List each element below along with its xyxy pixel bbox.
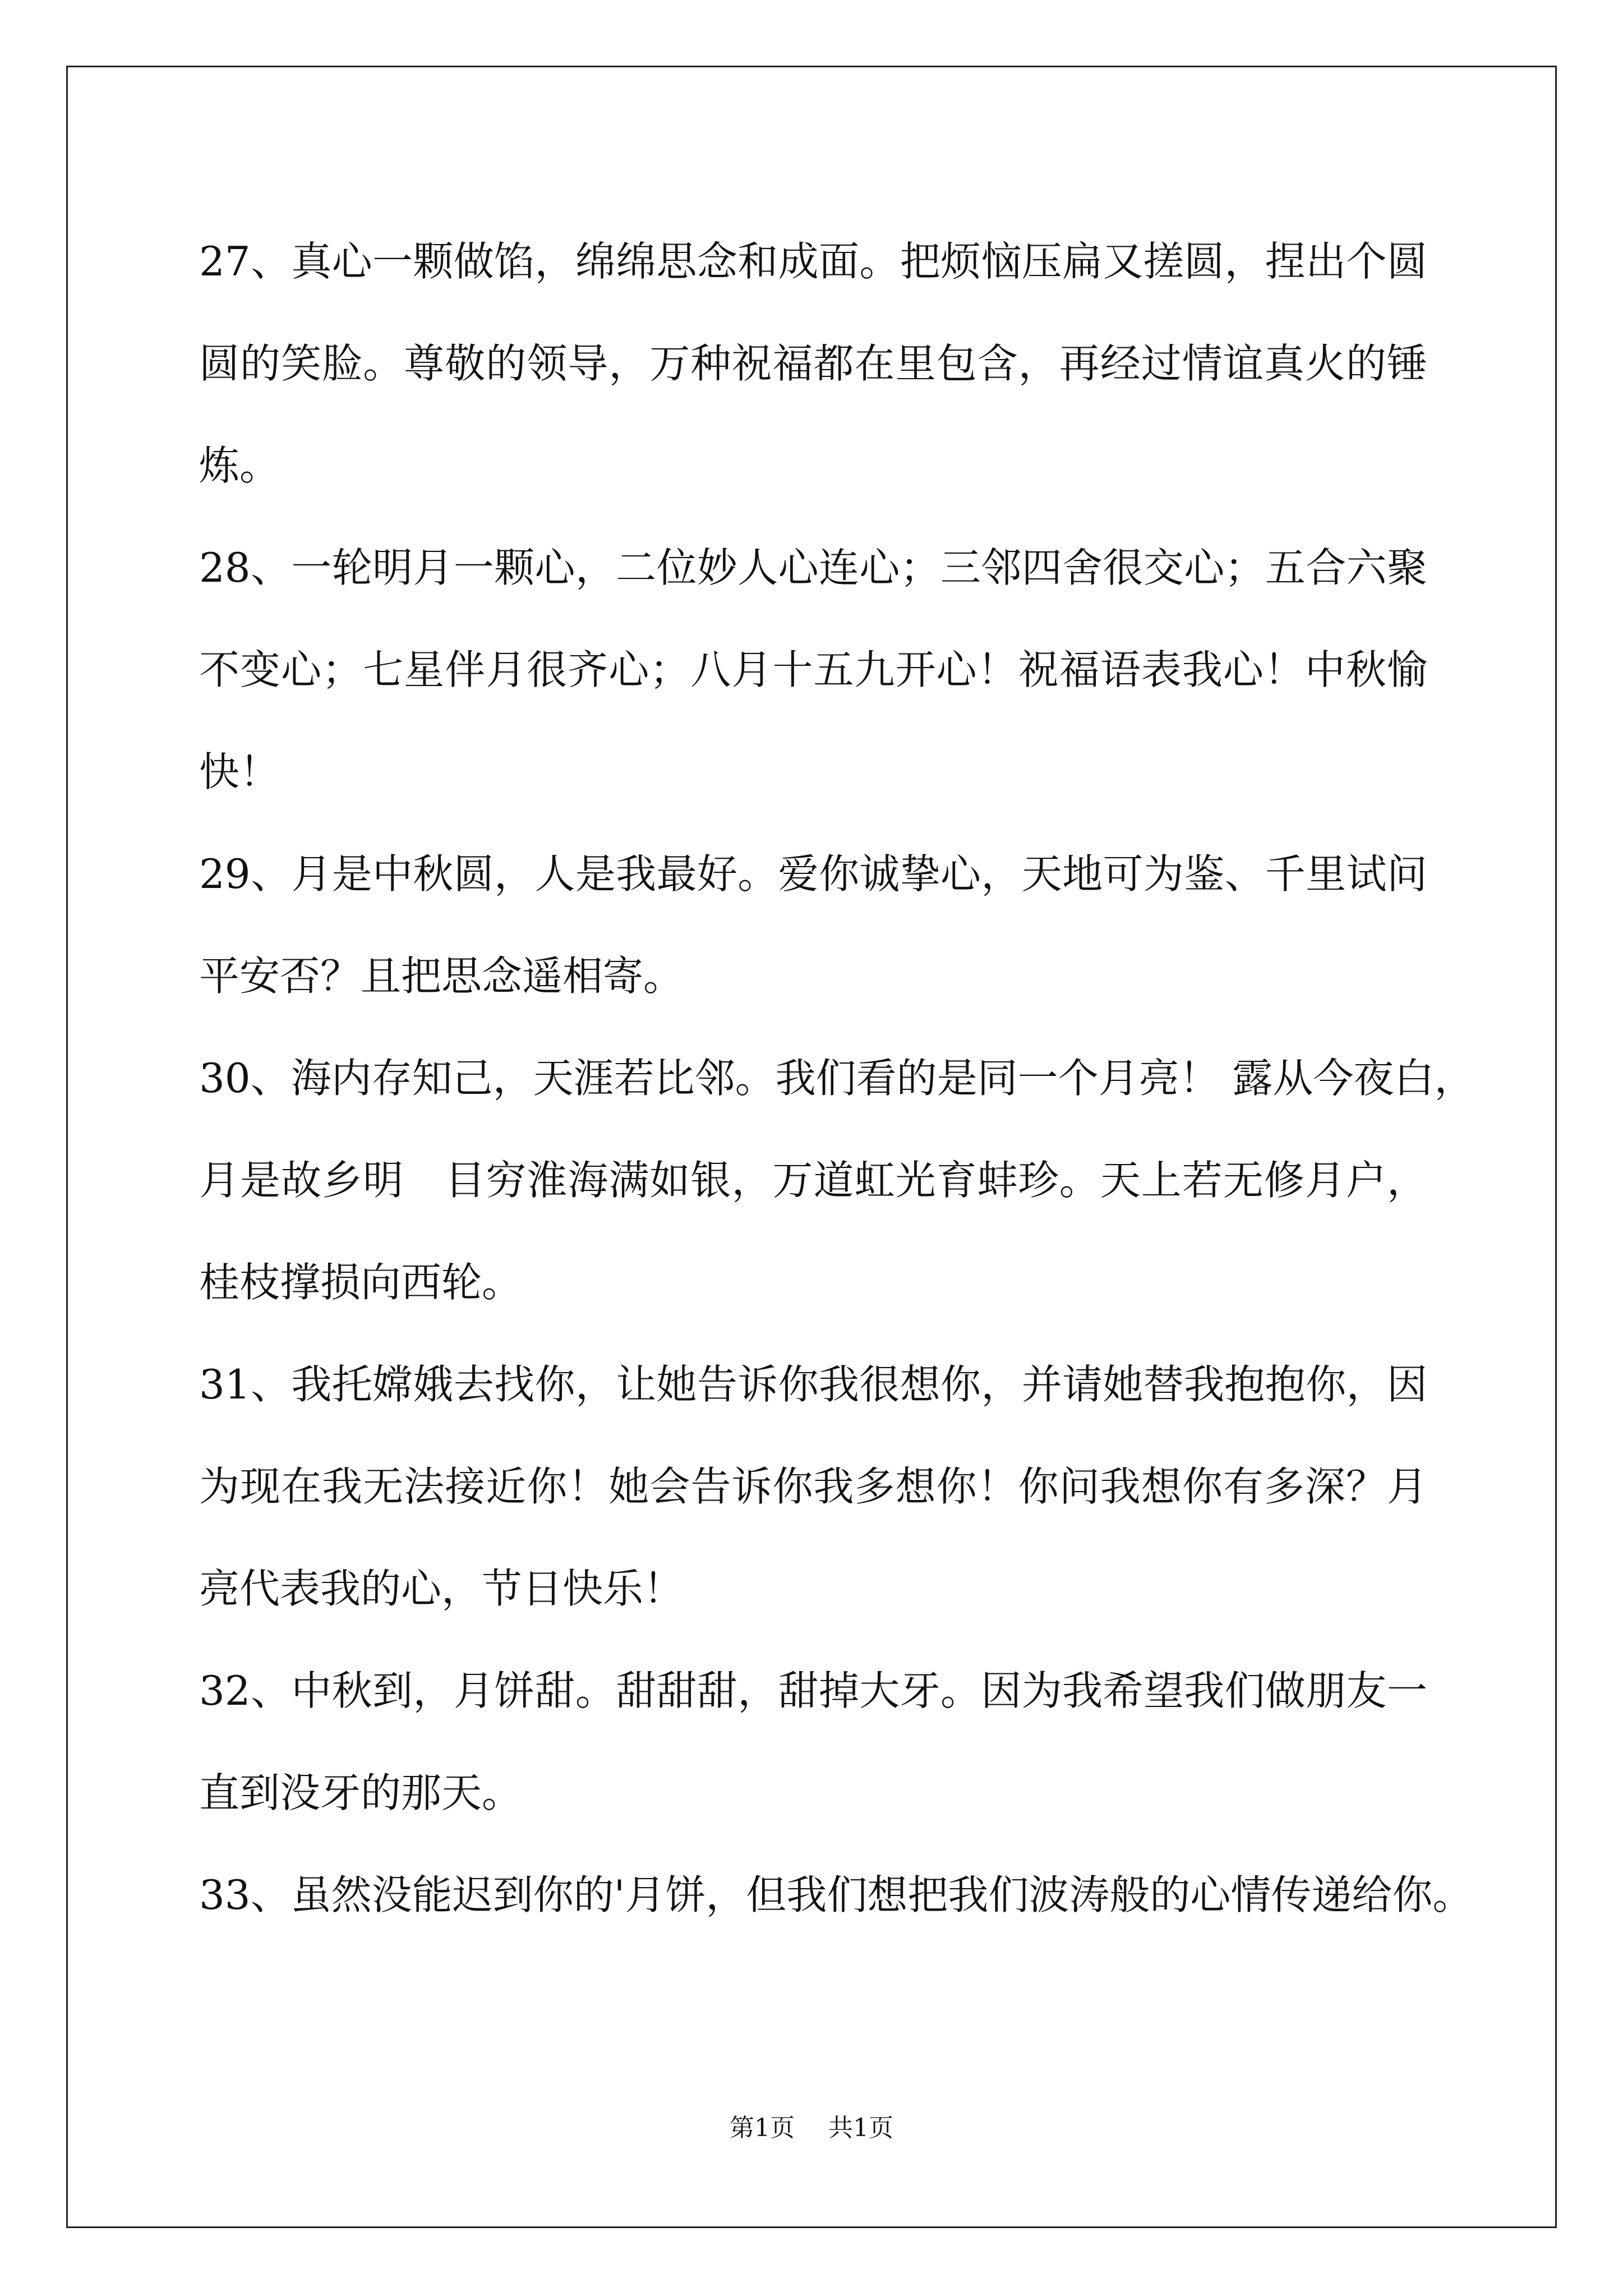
paragraph-29 — [199, 823, 1427, 1027]
paragraph-line: 亮代表我的心，节日快乐！ — [199, 1565, 684, 1612]
paragraph-line: 31、我托嫦娥去找你，让她告诉你我很想你，并请她替我抱抱你，因 — [199, 1361, 1427, 1408]
paragraph-32 — [199, 1640, 1427, 1844]
paragraph-line: 30、海内存知己，天涯若比邻。我们看的是同一个月亮！ 露从今夜白， — [199, 1055, 1475, 1102]
paragraph-line: 平安否？且把思念遥相寄。 — [199, 953, 684, 1000]
paragraph-line: 直到没牙的那天。 — [199, 1769, 523, 1816]
paragraph-line: 不变心；七星伴月很齐心；八月十五九开心！祝福语表我心！中秋愉 — [199, 646, 1427, 693]
paragraph-33 — [199, 1844, 1473, 1946]
paragraph-line: 桂枝撑损向西轮。 — [199, 1259, 523, 1306]
paragraph-line: 月是故乡明 目穷淮海满如银，万道虹光育蚌珍。天上若无修月户， — [199, 1157, 1427, 1204]
page-footer — [0, 2111, 1623, 2145]
paragraph-line: 快！ — [199, 748, 280, 795]
paragraph-line: 29、月是中秋圆，人是我最好。爱你诚挚心，天地可为鉴、千里试问 — [199, 850, 1427, 898]
page-number: 第1页 — [730, 2114, 795, 2142]
paragraph-line: 33、虽然没能迟到你的'月饼，但我们想把我们波涛般的心情传递给你。 — [199, 1871, 1473, 1918]
paragraph-27 — [199, 210, 1427, 517]
paragraph-line: 27、真心一颗做馅，绵绵思念和成面。把烦恼压扁又搓圆，捏出个圆 — [199, 238, 1427, 285]
paragraph-line: 炼。 — [199, 442, 280, 489]
paragraph-30 — [199, 1027, 1475, 1333]
paragraph-line: 为现在我无法接近你！她会告诉你我多想你！你问我想你有多深？月 — [199, 1463, 1427, 1510]
paragraph-31 — [199, 1333, 1427, 1640]
paragraph-line: 32、中秋到，月饼甜。甜甜甜，甜掉大牙。因为我希望我们做朋友一 — [199, 1667, 1427, 1714]
paragraph-28 — [199, 517, 1427, 823]
paragraph-line: 28、一轮明月一颗心，二位妙人心连心；三邻四舍很交心；五合六聚 — [199, 544, 1427, 591]
document-body — [199, 210, 1475, 1946]
page-total: 共1页 — [828, 2114, 893, 2142]
paragraph-line: 圆的笑脸。尊敬的领导，万种祝福都在里包含，再经过情谊真火的锤 — [199, 340, 1427, 387]
